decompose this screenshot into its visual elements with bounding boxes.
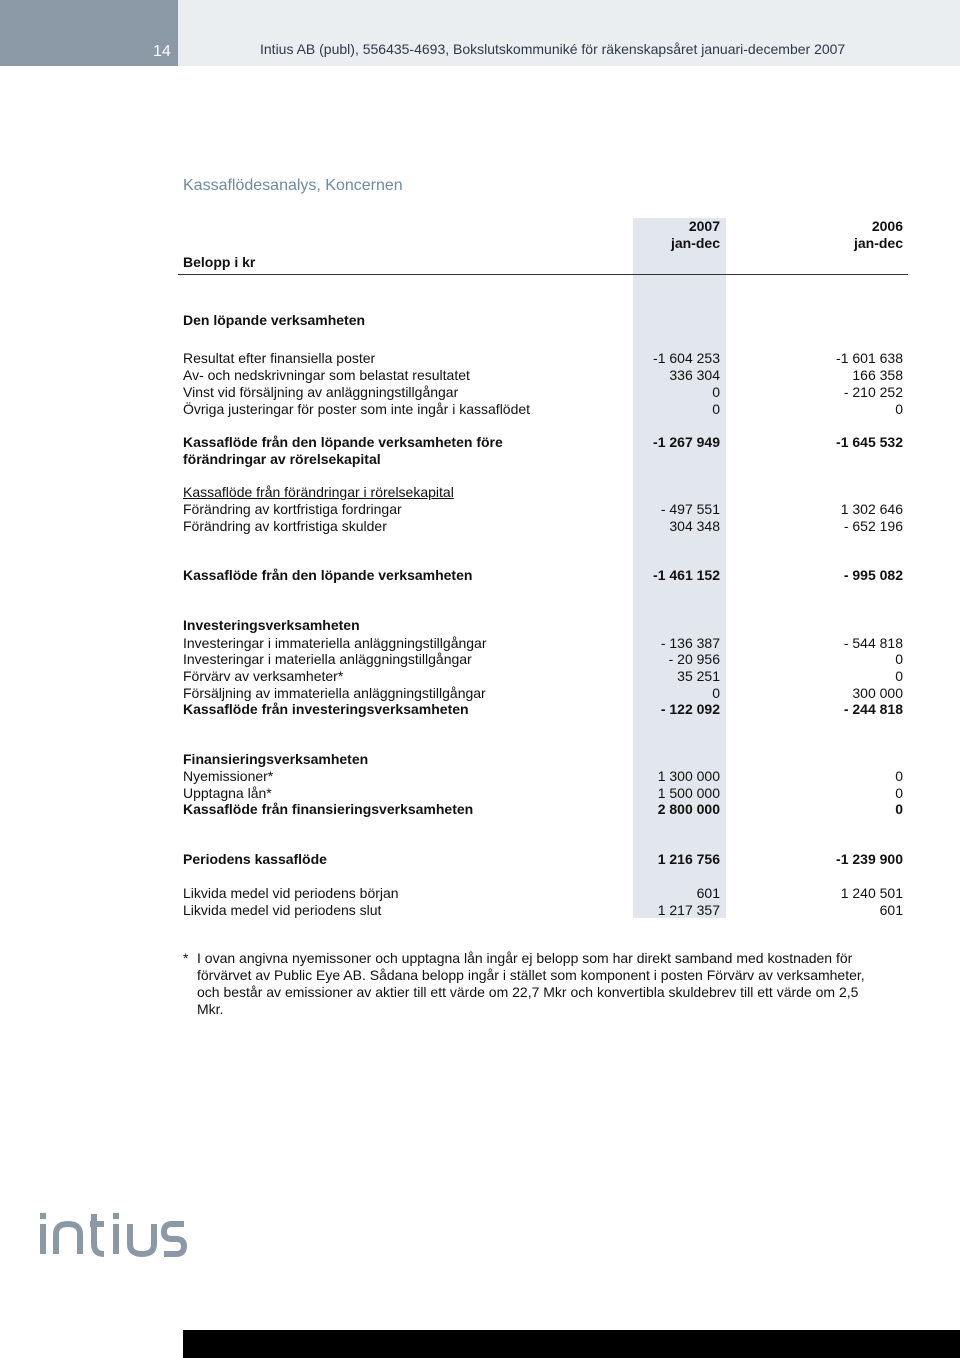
row-label: Förvärv av verksamheter* <box>183 668 344 684</box>
value-2006: 1 302 646 <box>840 501 903 517</box>
table-row <box>183 668 903 685</box>
row-label: Kassaflöde från den löpande verksamheten <box>183 567 473 583</box>
value-2006: -1 601 638 <box>836 350 903 366</box>
value-2007: 336 304 <box>669 367 720 383</box>
value-2006: - 544 818 <box>843 635 903 651</box>
value-2006: 0 <box>895 651 903 667</box>
table-row <box>183 350 903 367</box>
row-label: Likvida medel vid periodens slut <box>183 902 382 918</box>
value-2006: 300 000 <box>852 685 903 701</box>
table-row <box>183 384 903 401</box>
value-2006: - 210 252 <box>843 384 903 400</box>
value-2007: 1 216 756 <box>657 851 720 867</box>
value-2007: - 136 387 <box>660 635 720 651</box>
value-2006: 601 <box>879 902 903 918</box>
row-label: Försäljning av immateriella anläggningstillgångar <box>183 685 486 701</box>
value-2006: 0 <box>895 785 903 801</box>
value-2006: 166 358 <box>852 367 903 383</box>
table-row <box>183 651 903 668</box>
col-2006-year: 2006 <box>871 218 903 234</box>
page-number-box <box>0 0 178 66</box>
unit-label: Belopp i kr <box>183 254 256 270</box>
value-2007: 0 <box>712 401 720 417</box>
row-label: Av- och nedskrivningar som belastat resultatet <box>183 367 470 383</box>
value-2007: 304 348 <box>669 518 720 534</box>
value-2006: 0 <box>895 768 903 784</box>
section-heading-financing: Finansieringsverksamheten <box>183 751 369 767</box>
row-label: Upptagna lån* <box>183 785 272 801</box>
section-title: Kassaflödesanalys, Koncernen <box>183 177 403 194</box>
col-2007-year: 2007 <box>688 218 720 234</box>
table-row <box>183 785 903 802</box>
row-label: Kassaflöde från finansieringsverksamheten <box>183 801 474 817</box>
row-label-continued: förändringar av rörelsekapital <box>183 451 381 467</box>
subsection-heading-working-capital: Kassaflöde från förändringar i rörelsekapital <box>183 484 454 500</box>
table-row <box>183 902 903 919</box>
value-2007: 0 <box>712 685 720 701</box>
header-rule <box>178 274 908 275</box>
row-label: Investeringar i immateriella anläggningstillgångar <box>183 635 487 651</box>
value-2007: 0 <box>712 384 720 400</box>
total-row <box>183 701 903 718</box>
row-label: Resultat efter finansiella poster <box>183 350 376 366</box>
value-2006: -1 239 900 <box>836 851 903 867</box>
row-label: Periodens kassaflöde <box>183 851 327 867</box>
value-2006: - 652 196 <box>843 518 903 534</box>
value-2006: 0 <box>895 401 903 417</box>
value-2007: - 497 551 <box>660 501 720 517</box>
section-heading-operating: Den löpande verksamheten <box>183 312 366 328</box>
value-2006: 0 <box>895 668 903 684</box>
table-row <box>183 685 903 702</box>
value-2006: - 995 082 <box>843 567 903 583</box>
period-cashflow-row <box>183 851 903 868</box>
row-label: Vinst vid försäljning av anläggningstillgångar <box>183 384 459 400</box>
page-number: 14 <box>153 43 171 60</box>
value-2006: -1 645 532 <box>836 434 903 450</box>
table-row <box>183 367 903 384</box>
table-row <box>183 885 903 902</box>
col-2007-period: jan-dec <box>670 235 720 251</box>
row-label: Kassaflöde från investeringsverksamheten <box>183 701 469 717</box>
value-2007: -1 267 949 <box>653 434 720 450</box>
col-2006-period: jan-dec <box>853 235 903 251</box>
row-label: Förändring av kortfristiga skulder <box>183 518 387 534</box>
value-2007: - 122 092 <box>660 701 720 717</box>
total-row <box>183 801 903 818</box>
section-heading-investing: Investeringsverksamheten <box>183 617 360 633</box>
footnote-marker: * <box>183 950 189 966</box>
value-2007: -1 604 253 <box>653 350 720 366</box>
value-2006: 0 <box>895 801 903 817</box>
table-row <box>183 501 903 518</box>
row-label: Förändring av kortfristiga fordringar <box>183 501 402 517</box>
value-2007: -1 461 152 <box>653 567 720 583</box>
table-row <box>183 518 903 535</box>
row-label: Investeringar i materiella anläggningstillgångar <box>183 651 472 667</box>
value-2007: 601 <box>696 885 720 901</box>
value-2007: 35 251 <box>677 668 720 684</box>
value-2006: - 244 818 <box>843 701 903 717</box>
row-label: Övriga justeringar för poster som inte ingår i kassaflödet <box>183 401 531 417</box>
table-row <box>183 635 903 652</box>
table-row <box>183 401 903 418</box>
footer-bar <box>183 1330 960 1358</box>
total-row <box>183 567 903 584</box>
subtotal-row <box>183 434 903 467</box>
value-2007: - 20 956 <box>668 651 720 667</box>
table-row <box>183 768 903 785</box>
value-2007: 1 217 357 <box>657 902 720 918</box>
value-2007: 2 800 000 <box>657 801 720 817</box>
row-label: Nyemissioner* <box>183 768 274 784</box>
value-2007: 1 500 000 <box>657 785 720 801</box>
intius-logo <box>38 1210 188 1260</box>
row-label: Kassaflöde från den löpande verksamheten före <box>183 434 503 450</box>
header-title: Intius AB (publ), 556435-4693, Bokslutskommuniké för räkenskapsåret januari-december 2007 <box>260 41 846 57</box>
value-2006: 1 240 501 <box>840 885 903 901</box>
row-label: Likvida medel vid periodens början <box>183 885 399 901</box>
value-2007: 1 300 000 <box>657 768 720 784</box>
footnote-text: I ovan angivna nyemissoner och upptagna lån ingår ej belopp som har direkt samband med kostnaden för förvärvet av Public Eye AB. Sådana belopp ingår i stället som komponent i posten Förvärv av verksamheter, och består av emissioner av aktier till ett värde om 22,7 Mkr och konvertibla skuldebrev till ett värde om 2,5 Mkr. <box>197 950 865 1017</box>
